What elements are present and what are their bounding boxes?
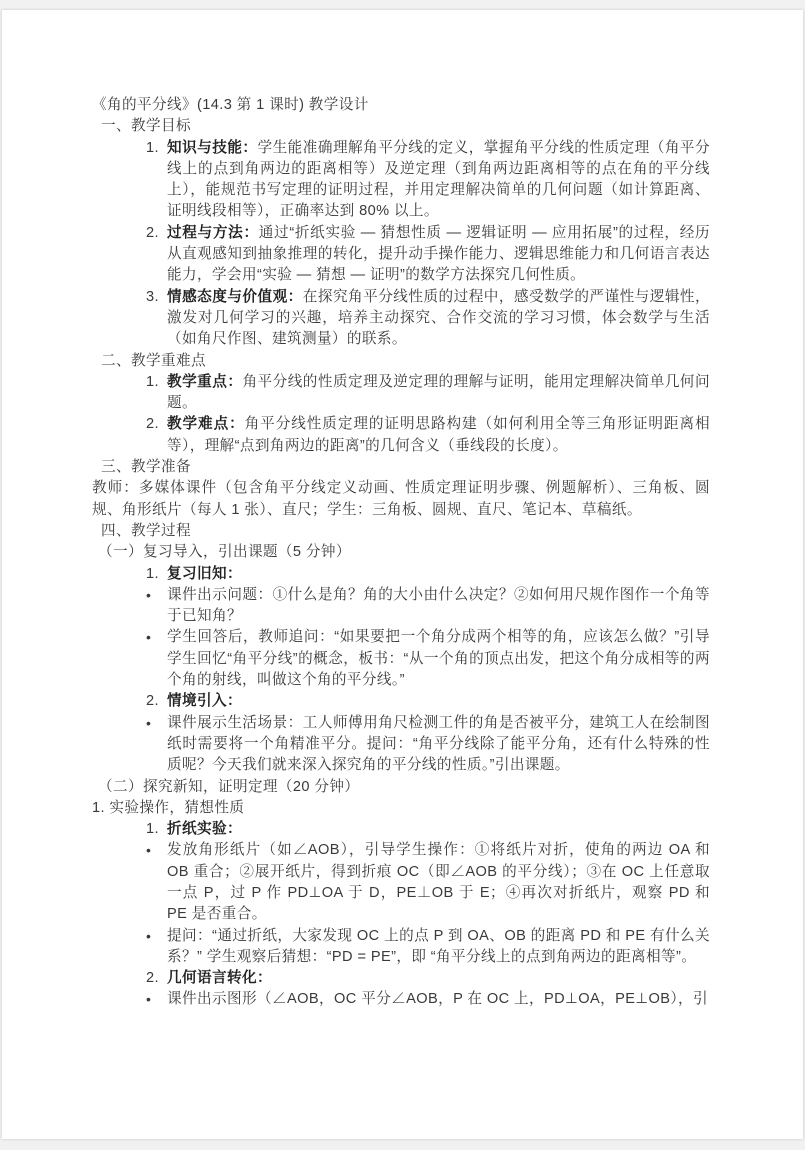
item-number: 2.: [146, 693, 159, 710]
item-label-bold: 折纸实验：: [167, 821, 242, 838]
item-knowledge-skills: [92, 138, 710, 223]
item-number: 1.: [146, 139, 159, 156]
item-number: 2.: [146, 224, 159, 241]
section-heading-preparation: 三、教学准备: [101, 459, 191, 476]
item-label-bold: 过程与方法：: [167, 224, 259, 241]
document-page: [2, 10, 803, 1139]
bullet-marker: •: [146, 586, 152, 603]
item-number: 1.: [146, 373, 159, 390]
item-text: 通过“折纸实验 — 猜想性质 — 逻辑证明 — 应用拓展”的过程，经历从直观感知到抽象推理的转化，提升动手操作能力、逻辑思维能力和几何语言表达能力，学会用“实验 — 猜想 — 证明”的数学方法探究几何性质。: [167, 224, 710, 284]
section-heading-process: 四、教学过程: [101, 522, 191, 539]
bullet-marker: •: [146, 629, 152, 646]
item-text: 角平分线性质定理的证明思路构建（如何利用全等三角形证明距离相等），理解“点到角两边的距离”的几何含义（垂线段的长度）。: [167, 416, 710, 454]
item-text: 在探究角平分线性质的过程中，感受数学的严谨性与逻辑性，激发对几何学习的兴趣，培养主动探究、合作交流的学习习惯，体会数学与生活（如角尺作图、建筑测量）的联系。: [167, 288, 710, 348]
item-review-old-knowledge: [92, 564, 710, 585]
item-label-bold: 知识与技能：: [167, 139, 258, 156]
bullet-text: 发放角形纸片（如∠AOB），引导学生操作：①将纸片对折，使角的两边 OA 和 OB 重合；②展开纸片，得到折痕 OC（即∠AOB 的平分线）；③在 OC 上任意取一点 P，过 P 作 PD⊥OA 于 D，PE⊥OB 于 E；④再次对折纸片，观察 PD 和 PE 是否重合。: [167, 842, 710, 923]
item-label-bold: 情境引入：: [167, 693, 242, 710]
item-text: 角平分线的性质定理及逆定理的理解与证明，能用定理解决简单几何问题。: [167, 373, 710, 412]
item-affect-values: [92, 287, 710, 351]
paragraph-experiment-guess: 1. 实验操作，猜想性质: [92, 799, 245, 816]
subsection-explore-new: （二）探究新知，证明定理（20 分钟）: [98, 778, 360, 795]
bullet-marker: •: [146, 714, 152, 731]
item-text: 学生能准确理解角平分线的定义，掌握角平分线的性质定理（角平分线上的点到角两边的距离相等）及逆定理（到角两边距离相等的点在角的平分线上），能规范书写定理的证明过程，并用定理解决简单的几何问题（如计算距离、证明线段相等），正确率达到 80% 以上。: [167, 139, 710, 220]
item-number: 2.: [146, 416, 159, 433]
bullet-life-scenario: [92, 713, 710, 777]
item-process-methods: [92, 223, 710, 287]
bullet-marker: •: [146, 991, 152, 1008]
item-label-bold: 情感态度与价值观：: [167, 288, 303, 305]
item-teaching-difficulty: [92, 414, 710, 457]
item-number: 2.: [146, 970, 159, 987]
item-number: 3.: [146, 288, 159, 305]
subsection-review-intro: （一）复习导入，引出课题（5 分钟）: [98, 544, 351, 561]
item-label-bold: 教学难点：: [167, 416, 245, 433]
paragraph-preparation: 教师：多媒体课件（包含角平分线定义动画、性质定理证明步骤、例题解析）、三角板、圆规、角形纸片（每人 1 张）、直尺；学生：三角板、圆规、直尺、笔记本、草稿纸。: [92, 480, 710, 518]
bullet-marker: •: [146, 842, 152, 859]
bullet-folding-question: [92, 926, 710, 969]
bullet-review-questions: [92, 585, 710, 628]
doc-title: 《角的平分线》(14.3 第 1 课时) 教学设计: [92, 97, 369, 113]
item-geometric-language: [92, 968, 710, 989]
item-number: 1.: [146, 565, 159, 582]
section-heading-key-difficult: 二、教学重难点: [101, 352, 206, 369]
bullet-show-figure: [92, 989, 710, 1010]
item-label-bold: 几何语言转化：: [167, 970, 272, 987]
item-situation-intro: [92, 691, 710, 712]
bullet-text: 课件出示问题：①什么是角？角的大小由什么决定？②如何用尺规作图作一个角等于已知角？: [167, 586, 710, 625]
bullet-text: 课件展示生活场景：工人师傅用角尺检测工件的角是否被平分，建筑工人在绘制图纸时需要将一个角精准平分。提问：“角平分线除了能平分角，还有什么特殊的性质呢？今天我们就来深入探究角的平分线的性质。”引出课题。: [167, 714, 710, 774]
item-number: 1.: [146, 821, 159, 838]
item-label-bold: 复习旧知：: [167, 565, 242, 582]
bullet-text: 提问：“通过折纸，大家发现 OC 上的点 P 到 OA、OB 的距离 PD 和 PE 有什么关系？” 学生观察后猜想：“PD = PE”，即 “角平分线上的点到角两边的距离相等”。: [167, 927, 710, 965]
bullet-text: 学生回答后，教师追问：“如果要把一个角分成两个相等的角，应该怎么做？”引导学生回忆“角平分线”的概念，板书：“从一个角的顶点出发，把这个角分成相等的两个角的射线，叫做这个角的平分线。”: [167, 629, 710, 689]
item-label-bold: 教学重点：: [167, 373, 243, 390]
bullet-folding-steps: [92, 840, 710, 925]
section-heading-objectives: 一、教学目标: [101, 118, 191, 135]
item-paper-folding: [92, 819, 710, 840]
bullet-marker: •: [146, 927, 152, 944]
item-teaching-key-point: [92, 372, 710, 415]
bullet-text: 课件出示图形（∠AOB，OC 平分∠AOB，P 在 OC 上，PD⊥OA，PE⊥OB），引: [167, 991, 709, 1008]
document-content: [2, 10, 803, 1011]
bullet-teacher-followup: [92, 627, 710, 691]
